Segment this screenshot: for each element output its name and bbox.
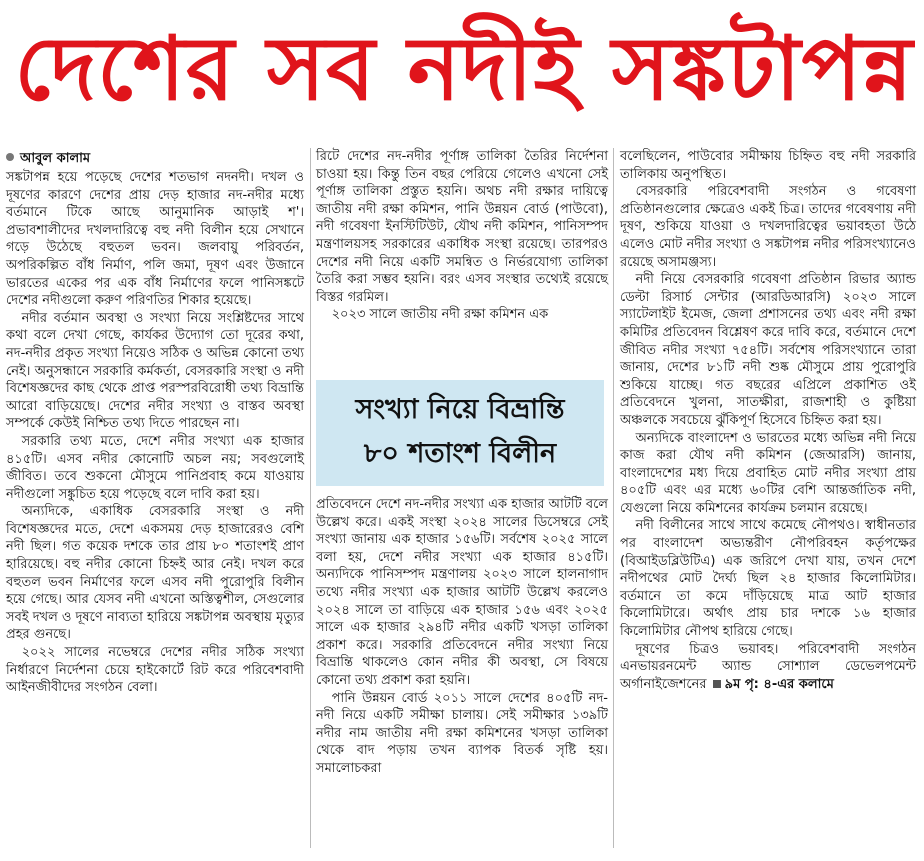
article-column-2-bottom <box>316 496 608 778</box>
paragraph-text: দূষণের চিত্রও ভয়াবহ। পরিবেশবাদী সংগঠন এনভায়রনমেন্ট অ্যান্ড সোশ্যাল ডেভেলপমেন্ট অর্গানাইজেশনের <box>620 641 916 692</box>
bullet-icon <box>6 153 14 161</box>
pull-quote-line: সংখ্যা নিয়ে বিভ্রান্তি <box>355 394 565 425</box>
pull-quote-box <box>316 380 604 486</box>
paragraph: রিটে দেশের নদ-নদীর পূর্ণাঙ্গ তালিকা তৈরির নির্দেশনা চাওয়া হয়। কিন্তু তিন বছর পেরিয়ে গেলেও এখনো সেই পূর্ণাঙ্গ তালিকা প্রস্তুত হয়নি। অথচ নদী রক্ষার দায়িত্বে জাতীয় নদী রক্ষা কমিশন, পানি উন্নয়ন বোর্ড (পাউবো), নদী গবেষণা ইনস্টিটিউট, যৌথ নদী কমিশন, পানিসম্পদ মন্ত্রণালয়সহ সরকারের একাধিক সংস্থা রয়েছে। তারপরও দেশের নদী নিয়ে একটি সমন্বিত ও নির্ভরযোগ্য তালিকা তৈরি করা সম্ভব হয়নি। বরং এসব সংস্থার তথ্যেই রয়েছে বিস্তর গরমিল। <box>316 149 608 305</box>
headline: দেশের সব নদীই সঙ্কটাপন্ন <box>14 17 914 120</box>
paragraph: সরকারি তথ্য মতে, দেশে নদীর সংখ্যা এক হাজার ৪১৫টি। এসব নদীর কোনোটি অচল নয়; সবগুলোই জীবিত। তবে শুকনো মৌসুমে পানিপ্রবাহ কমে যাওয়ায় নদীগুলো সঙ্কুচিত হয়ে পড়েছে বলে দাবি করা হয়। <box>6 433 304 502</box>
column-divider <box>613 148 614 848</box>
article-column-2-top <box>316 148 608 324</box>
paragraph <box>620 641 916 694</box>
paragraph: নদী নিয়ে বেসরকারি গবেষণা প্রতিষ্ঠান রিভার অ্যান্ড ডেল্টা রিসার্চ সেন্টার (আরডিআরসি) ২০২৩ সালে স্যাটেলাইট ইমেজ, জেলা প্রশাসনের তথ্য এবং নদী রক্ষা কমিটির প্রতিবেদন বিশ্লেষণ করে দাবি করে, বর্তমানে দেশে জীবিত নদীর সংখ্যা ৭৫৪টি। সর্বশেষ পরিসংখ্যানে তারা জানায়, দেশের ৮১টি নদী শুষ্ক মৌসুমে প্রায় পুরোপুরি শুকিয়ে যাচ্ছে। গত বছরের এপ্রিলে প্রকাশিত ওই প্রতিবেদনে খুলনা, সাতক্ষীরা, রাজশাহী ও কুষ্টিয়া অঞ্চলকে সবচেয়ে ঝুঁকিপূর্ণ হিসেবে চিহ্নিত করা হয়। <box>620 272 916 428</box>
article-column-3 <box>620 148 916 693</box>
paragraph: বলেছিলেন, পাউবোর সমীক্ষায় চিহ্নিত বহু নদী সরকারি তালিকায় অনুপস্থিত। <box>620 149 916 182</box>
paragraph: পানি উন্নয়ন বোর্ড ২০১১ সালে দেশের ৪০৫টি নদ-নদী নিয়ে একটি সমীক্ষা চালায়। সেই সমীক্ষার ১৩৯টি নদীর নাম জাতীয় নদী রক্ষা কমিশনের খসড়া তালিকা থেকে বাদ পড়ায় তখন ব্যাপক বিতর্ক সৃষ্টি হয়। সমালোচকরা <box>316 690 608 776</box>
square-bullet-icon <box>713 680 721 688</box>
paragraph: প্রতিবেদনে দেশে নদ-নদীর সংখ্যা এক হাজার আটটি বলে উল্লেখ করে। একই সংস্থা ২০২৪ সালের ডিসেম্বরে সেই সংখ্যা জানায় এক হাজার ১৫৬টি। সর্বশেষ ২০২৫ সালে বলা হয়, দেশে নদীর সংখ্যা এক হাজার ৪১৫টি। অন্যদিকে পানিসম্পদ মন্ত্রণালয় ২০২৩ সালে হালনাগাদ তথ্যে নদীর সংখ্যা এক হাজার আটটি উল্লেখ করলেও ২০২৪ সালে তা বাড়িয়ে এক হাজার ১৫৬ এবং ২০২৫ সালে এক হাজার ২৯৪টি নদীর একটি খসড়া তালিকা প্রকাশ করে। সরকারি প্রতিবেদনে নদীর সংখ্যা নিয়ে বিভ্রান্তি থাকলেও কোন নদীর কী অবস্থা, সে বিষয়ে কোনো তথ্য প্রকাশ করা হয়নি। <box>316 497 608 688</box>
column-divider <box>310 148 311 848</box>
byline <box>6 150 304 168</box>
article-column-1 <box>6 150 304 697</box>
continued-marker <box>711 677 834 692</box>
paragraph: অন্যদিকে, একাধিক বেসরকারি সংস্থা ও নদী বিশেষজ্ঞদের মতে, দেশে একসময় দেড় হাজারেরও বেশি নদী ছিল। গত কয়েক দশকে তার প্রায় ৮০ শতাংশই প্রাণ হারিয়েছে। বহু নদীর কোনো চিহ্নই আর নেই। দখল করে বহুতল ভবন নির্মাণের ফলে এসব নদী পুরোপুরি বিলীন হয়ে গেছে। আর যেসব নদী এখনো অস্তিত্বশীল, সেগুলোর সবই দখল ও দূষণে নাব্যতা হারিয়ে সঙ্কটাপন্ন অবস্থায় মৃত্যুর প্রহর গুনছে। <box>6 504 304 643</box>
pull-quote-line: ৮০ শতাংশ বিলীন <box>363 438 557 469</box>
continued-text: ৯ম পৃ: ৪-এর কলামে <box>724 676 834 692</box>
paragraph: সঙ্কটাপন্ন হয়ে পড়েছে দেশের শতভাগ নদনদী। দখল ও দূষণের কারণে দেশের প্রায় দেড় হাজার নদ-নদীর মধ্যে বর্তমানে টিকে আছে আনুমানিক আড়াই শ'। প্রভাবশালীদের দখলদারিত্বে বহু নদী বিলীন হয়ে সেখানে গড়ে উঠেছে বহুতল ভবন। জলবায়ু পরিবর্তন, অপরিকল্পিত বাঁধ নির্মাণ, পলি জমা, দূষণ এবং উজানে ভারতের একের পর এক বাঁধ নির্মাণের ফলে পানিসঙ্কটে দেশের নদীগুলো করুণ পরিণতির শিকার হয়েছে। <box>6 170 304 309</box>
paragraph: নদী বিলীনের সাথে সাথে কমেছে নৌপথও। স্বাধীনতার পর বাংলাদেশ অভ্যন্তরীণ নৌপরিবহন কর্তৃপক্ষের (বিআইডব্লিউটিএ) এক জরিপে দেখা যায়, তখন দেশে নদীপথের মোট দৈর্ঘ্য ছিল ২৪ হাজার কিলোমিটার। বর্তমানে তা কমে দাঁড়িয়েছে মাত্র আট হাজার কিলোমিটারে। অর্থাৎ প্রায় চার দশকে ১৬ হাজার কিলোমিটার নৌপথ হারিয়ে গেছে। <box>620 518 916 640</box>
paragraph: ২০২২ সালের নভেম্বরে দেশের নদীর সঠিক সংখ্যা নির্ধারণে নির্দেশনা চেয়ে হাইকোর্টে রিট করে পরিবেশবাদী আইনজীবীদের সংগঠন বেলা। <box>6 645 304 696</box>
paragraph: নদীর বর্তমান অবস্থা ও সংখ্যা নিয়ে সংশ্লিষ্টদের সাথে কথা বলে দেখা গেছে, কার্যকর উদ্যোগ তো দূরের কথা, নদ-নদীর প্রকৃত সংখ্যা নিয়েও সঠিক ও অভিন্ন কোনো তথ্য নেই। অনুসন্ধানে সরকারি কর্মকর্তা, বেসরকারি সংস্থা ও নদী বিশেষজ্ঞদের কাছ থেকে প্রাপ্ত পরস্পরবিরোধী তথ্য বিভ্রান্তি আরো বাড়িয়েছে। দেশের নদীর সংখ্যা ও বাস্তব অবস্থা সম্পর্কে কেউই নিশ্চিত তথ্য দিতে পারছেন না। <box>6 310 304 432</box>
paragraph: অন্যদিকে বাংলাদেশ ও ভারতের মধ্যে অভিন্ন নদী নিয়ে কাজ করা যৌথ নদী কমিশন (জেআরসি) জানায়, বাংলাদেশের মধ্য দিয়ে প্রবাহিত মোট নদীর সংখ্যা প্রায় ৪০৫টি এবং এর মধ্যে ৬০টির বেশি আন্তর্জাতিক নদী, যেগুলো নিয়ে কমিশনের কার্যক্রম চলমান রয়েছে। <box>620 430 916 516</box>
paragraph: বেসরকারি পরিবেশবাদী সংগঠন ও গবেষণা প্রতিষ্ঠানগুলোর ক্ষেত্রেও একই চিত্র। তাদের গবেষণায় নদী দূষণ, শুকিয়ে যাওয়া ও দখলদারিত্বের ভয়াবহতা উঠে এলেও মোট নদীর সংখ্যা ও সঙ্কটাপন্ন নদীর পরিসংখ্যানেও রয়েছে অসামঞ্জস্য। <box>620 184 916 270</box>
author-name: আবুল কালাম <box>20 151 91 166</box>
paragraph: ২০২৩ সালে জাতীয় নদী রক্ষা কমিশন এক <box>331 307 549 323</box>
